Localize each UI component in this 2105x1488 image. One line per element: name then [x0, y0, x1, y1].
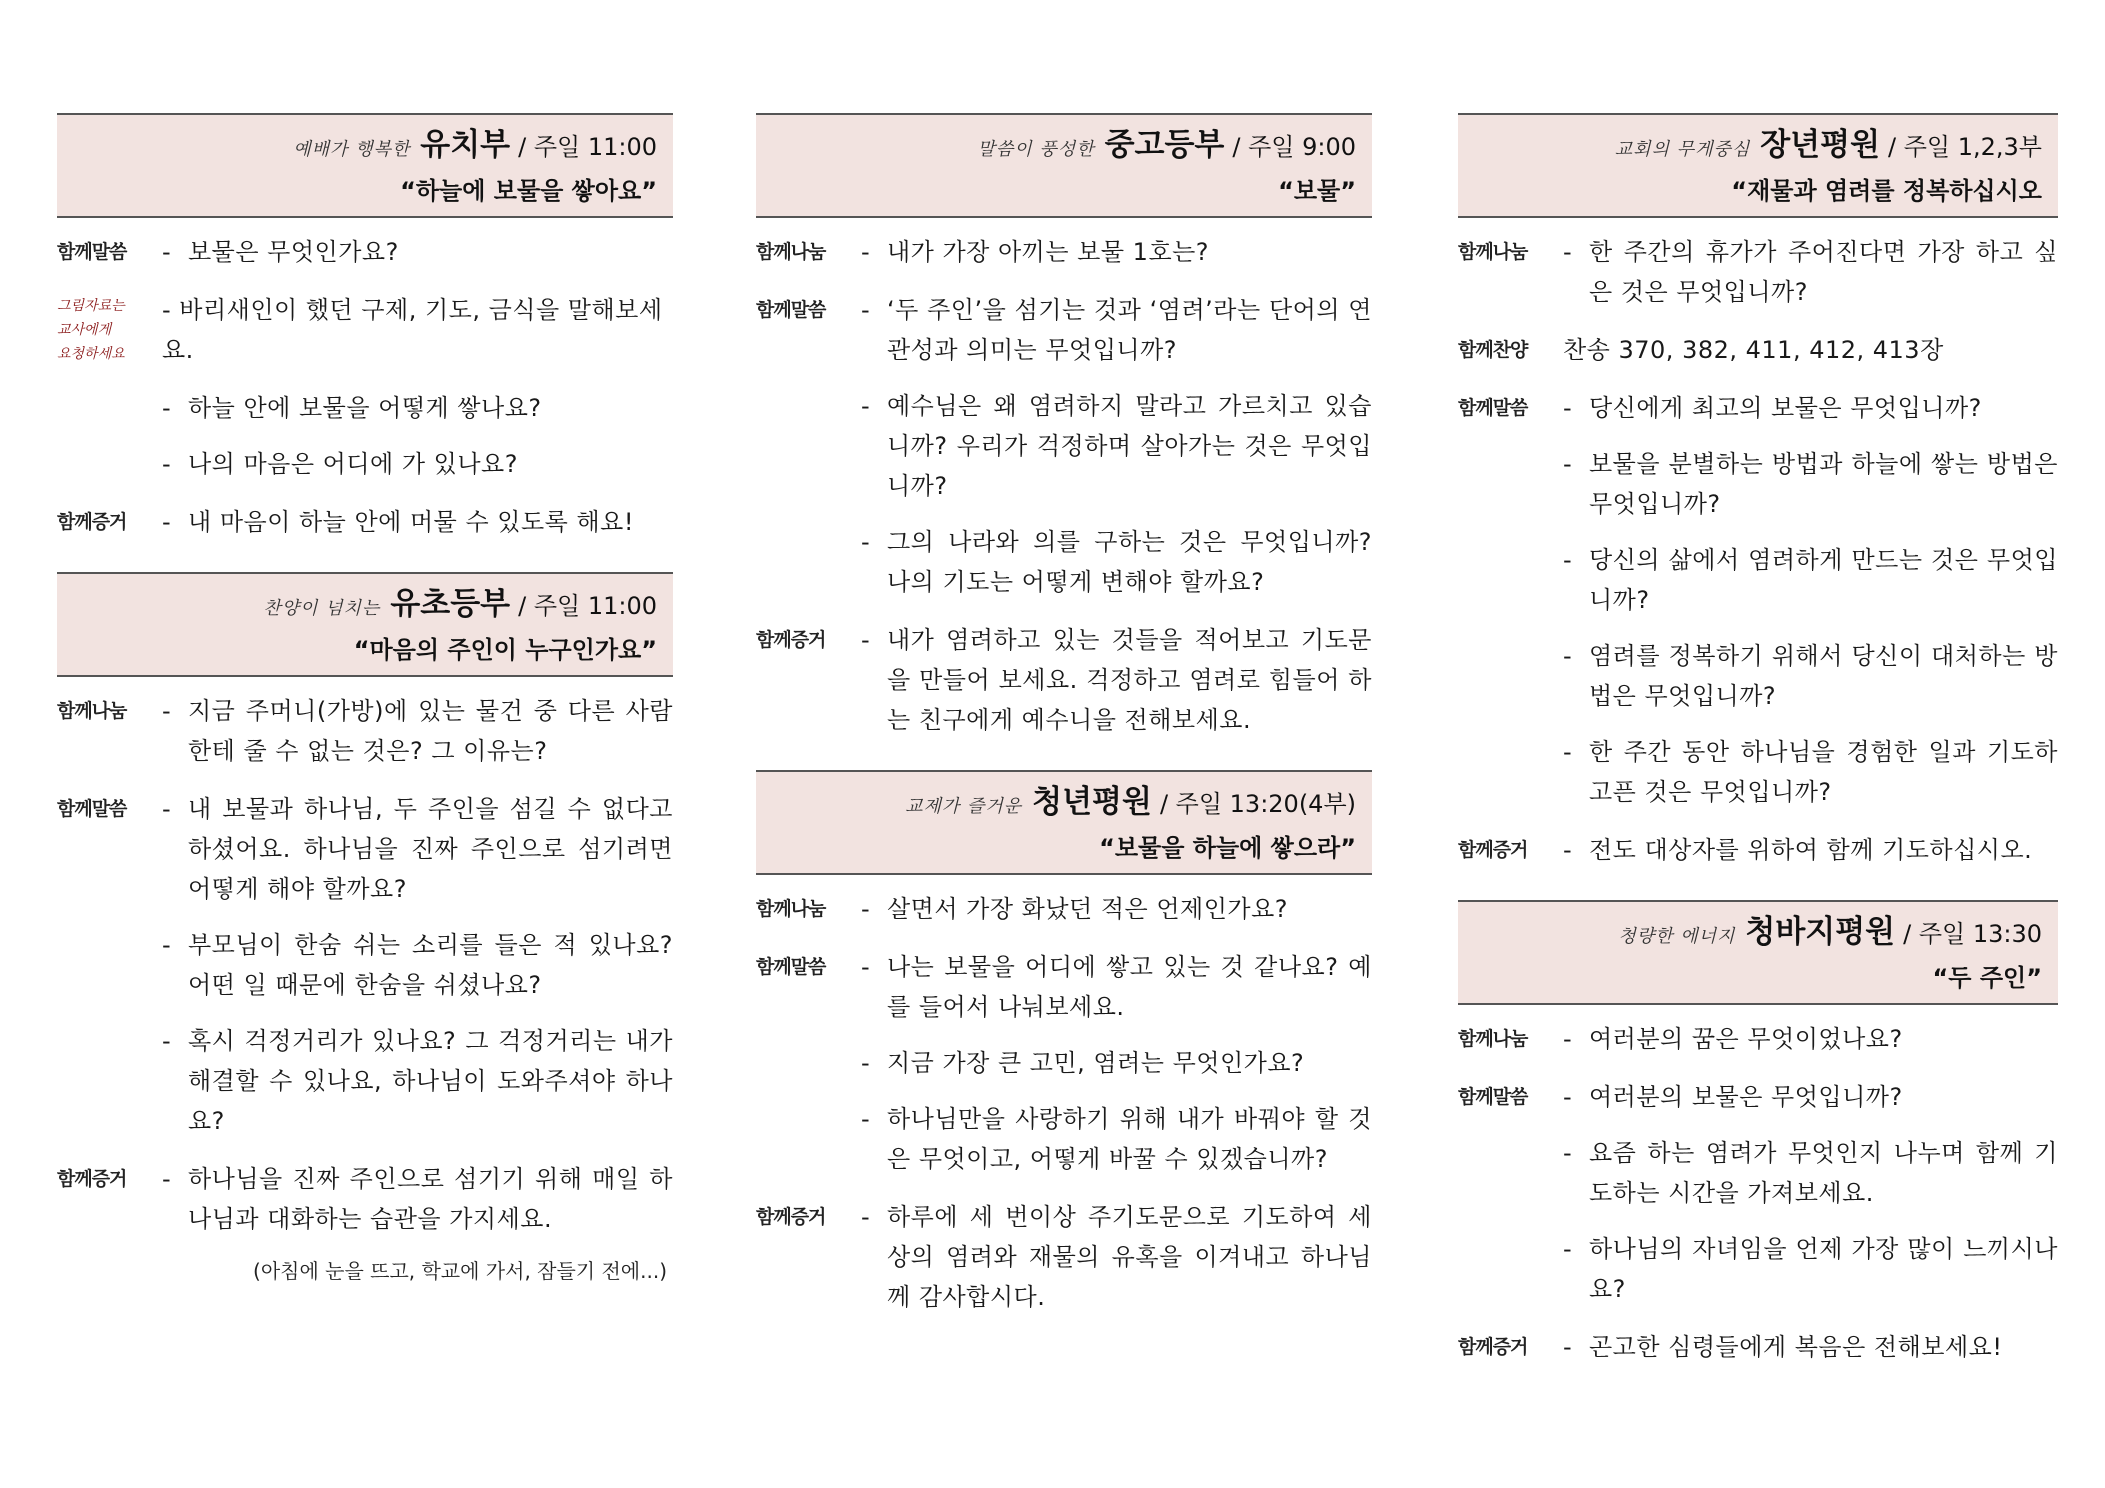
- question-item: [1563, 1327, 2058, 1367]
- activity-label-cell: [57, 502, 162, 542]
- dept-name: 유치부: [420, 127, 511, 163]
- question-item: [861, 1099, 1372, 1179]
- activity-label: 함께찬양: [1458, 339, 1528, 361]
- question-item: [1563, 232, 2058, 312]
- dept-section: [1458, 113, 2058, 870]
- question-item: [861, 947, 1372, 1027]
- dash-bullet: -: [1563, 1139, 1573, 1167]
- question-item: [861, 232, 1372, 272]
- question-text: 한 주간 동안 하나님을 경험한 일과 기도하고픈 것은 무엇입니까?: [1589, 738, 2058, 806]
- dept-tagline: 말씀이 풍성한: [977, 139, 1095, 160]
- activity-label: 함께증거: [756, 629, 826, 651]
- dash-bullet: -: [162, 450, 172, 478]
- question-text: 혹시 걱정거리가 있나요? 그 걱정거리는 내가 해결할 수 있나요, 하나님이 도와주셔야 하나요?: [188, 1027, 673, 1135]
- activity-row: [57, 290, 673, 370]
- activity-label-cell: [1458, 1327, 1563, 1367]
- activity-items: [1563, 330, 2058, 370]
- activity-row: [57, 1159, 673, 1287]
- material-note: [57, 294, 162, 366]
- material-note-line: 교사에게: [57, 322, 112, 338]
- activity-row: [1458, 1019, 2058, 1059]
- activity-row: [57, 232, 673, 272]
- question-text: 곤고한 심령들에게 복음은 전해보세요!: [1589, 1333, 2003, 1361]
- activity-label: 함께나눔: [756, 898, 826, 920]
- service-time: / 주일 1,2,3부: [1888, 133, 2042, 161]
- activity-items: [1563, 1077, 2058, 1309]
- question-item: [1563, 444, 2058, 524]
- dash-bullet: -: [162, 931, 172, 959]
- question-text: 하나님의 자녀임을 언제 가장 많이 느끼시나요?: [1589, 1235, 2058, 1303]
- activity-items: [162, 290, 673, 370]
- section-header: [57, 572, 673, 677]
- header-title-line: [73, 123, 657, 172]
- activity-row: [1458, 830, 2058, 870]
- activity-label: 함께증거: [1458, 1336, 1528, 1358]
- question-text: 여러분의 보물은 무엇입니까?: [1589, 1083, 1903, 1111]
- dash-bullet: -: [861, 1105, 871, 1133]
- question-text: 당신의 삶에서 염려하게 만드는 것은 무엇입니까?: [1589, 546, 2058, 614]
- question-text: 부모님이 한숨 쉬는 소리를 들은 적 있나요? 어떤 일 때문에 한숨을 쉬셨나요?: [188, 931, 673, 999]
- question-item: [162, 1159, 673, 1239]
- question-text: 그의 나라와 의를 구하는 것은 무엇입니까? 나의 기도는 어떻게 변해야 할까요?: [887, 528, 1372, 596]
- activity-label-cell: [1458, 830, 1563, 870]
- dash-bullet: -: [162, 508, 172, 536]
- activity-label-cell: [1458, 232, 1563, 272]
- question-text: 보물을 분별하는 방법과 하늘에 쌓는 방법은 무엇입니까?: [1589, 450, 2058, 518]
- question-item: [1563, 636, 2058, 716]
- question-text: 내 보물과 하나님, 두 주인을 섬길 수 없다고 하셨어요. 하나님을 진짜 주인으로 섬기려면 어떻게 해야 할까요?: [188, 795, 673, 903]
- activity-row: [756, 947, 1372, 1179]
- header-title-line: [772, 780, 1356, 829]
- dash-bullet: -: [1563, 836, 1573, 864]
- activity-label: 함께증거: [57, 1168, 127, 1190]
- activity-row: [1458, 1077, 2058, 1309]
- section-body: [57, 218, 673, 542]
- dash-bullet: -: [1563, 238, 1573, 266]
- activity-label: 함께증거: [1458, 839, 1528, 861]
- dash-bullet: -: [1563, 450, 1573, 478]
- column-left: [57, 113, 673, 1317]
- activity-label-cell: [756, 290, 861, 330]
- question-text: ‘두 주인’을 섬기는 것과 ‘염려’라는 단어의 연관성과 의미는 무엇입니까?: [887, 296, 1372, 364]
- question-text: 나는 보물을 어디에 쌓고 있는 것 같나요? 예를 들어서 나눠보세요.: [887, 953, 1372, 1021]
- service-time: / 주일 13:30: [1903, 920, 2042, 948]
- activity-label-cell: [57, 691, 162, 731]
- question-text: 요즘 하는 염려가 무엇인지 나누며 함께 기도하는 시간을 가져보세요.: [1589, 1139, 2058, 1207]
- question-item: [162, 691, 673, 771]
- activity-label: 함께말씀: [57, 241, 127, 263]
- dash-bullet: -: [1563, 546, 1573, 574]
- activity-items: [861, 290, 1372, 602]
- question-text: 염려를 정복하기 위해서 당신이 대처하는 방법은 무엇입니까?: [1589, 642, 2058, 710]
- activity-label-cell: [756, 232, 861, 272]
- dept-section: [756, 113, 1372, 740]
- dash-bullet: -: [162, 1027, 172, 1055]
- activity-items: [1563, 232, 2058, 312]
- activity-subnote: (아침에 눈을 뜨고, 학교에 가서, 잠들기 전에...): [253, 1259, 667, 1283]
- dash-bullet: -: [1563, 642, 1573, 670]
- header-title-line: [772, 123, 1356, 172]
- activity-items: [162, 691, 673, 771]
- activity-row: [756, 1197, 1372, 1317]
- header-title-line: [1474, 910, 2042, 959]
- activity-text: - 바리새인이 했던 구제, 기도, 금식을 말해보세요.: [162, 296, 663, 364]
- dash-bullet: -: [861, 1203, 871, 1231]
- activity-items: [1563, 1327, 2058, 1367]
- question-item: [861, 522, 1372, 602]
- dash-bullet: -: [861, 953, 871, 981]
- question-text: 전도 대상자를 위하여 함께 기도하십시오.: [1589, 836, 2033, 864]
- question-item: [162, 1021, 673, 1141]
- activity-items: [162, 789, 673, 1141]
- activity-row: [1458, 1327, 2058, 1367]
- question-item: [1563, 1019, 2058, 1059]
- activity-label-cell: [756, 889, 861, 929]
- question-item: [861, 889, 1372, 929]
- dept-name: 유초등부: [390, 586, 511, 622]
- question-item: [1563, 830, 2058, 870]
- material-note-line: 그림자료는: [57, 298, 125, 314]
- section-header: [1458, 113, 2058, 218]
- dept-tagline: 찬양이 넘치는: [263, 598, 381, 619]
- question-item: [162, 502, 673, 542]
- question-text: 보물은 무엇인가요?: [188, 238, 399, 266]
- question-item: [162, 232, 673, 272]
- dept-tagline: 예배가 행복한: [293, 139, 411, 160]
- sermon-theme: “보물을 하늘에 쌓으라”: [1099, 834, 1356, 862]
- dash-bullet: -: [162, 394, 172, 422]
- dept-tagline: 교회의 무게중심: [1614, 139, 1751, 160]
- activity-row: [1458, 330, 2058, 370]
- column-middle: [756, 113, 1372, 1347]
- activity-label: 함께말씀: [1458, 397, 1528, 419]
- question-item: [861, 1043, 1372, 1083]
- question-item: [162, 388, 673, 428]
- activity-label-cell: [57, 1159, 162, 1199]
- activity-row: [57, 789, 673, 1141]
- dash-bullet: -: [162, 1165, 172, 1193]
- dash-bullet: -: [1563, 1235, 1573, 1263]
- question-item: [861, 386, 1372, 506]
- dept-name: 중고등부: [1104, 127, 1225, 163]
- activity-items: [1563, 1019, 2058, 1059]
- activity-row: [57, 388, 673, 484]
- activity-items: [861, 1197, 1372, 1317]
- dept-section: [756, 770, 1372, 1317]
- dash-bullet: -: [861, 238, 871, 266]
- question-item: [1563, 732, 2058, 812]
- question-text: 내 마음이 하늘 안에 머물 수 있도록 해요!: [188, 508, 634, 536]
- material-note-line: 요청하세요: [57, 346, 125, 362]
- section-header: [57, 113, 673, 218]
- dash-bullet: -: [162, 238, 172, 266]
- activity-text: 찬송 370, 382, 411, 412, 413장: [1563, 336, 1944, 364]
- activity-label-cell: [57, 232, 162, 272]
- activity-label-cell: [1458, 1077, 1563, 1117]
- question-text: 나의 마음은 어디에 가 있나요?: [188, 450, 518, 478]
- activity-label: 함께증거: [57, 511, 127, 533]
- header-title-line: [1474, 123, 2042, 172]
- section-body: [57, 677, 673, 1287]
- dash-bullet: -: [861, 626, 871, 654]
- section-body: [756, 218, 1372, 740]
- activity-label-cell: [57, 290, 162, 366]
- question-item: [1563, 1077, 2058, 1117]
- dash-bullet: -: [162, 795, 172, 823]
- activity-row: [1458, 388, 2058, 812]
- question-text: 내가 가장 아끼는 보물 1호는?: [887, 238, 1210, 266]
- question-text: 하루에 세 번이상 주기도문으로 기도하여 세상의 염려와 재물의 유혹을 이겨내고 하나님께 감사합시다.: [887, 1203, 1372, 1311]
- dash-bullet: -: [861, 528, 871, 556]
- activity-row: [756, 620, 1372, 740]
- dash-bullet: -: [861, 895, 871, 923]
- section-body: [1458, 1005, 2058, 1367]
- question-item: [1563, 1133, 2058, 1213]
- activity-label: 함께말씀: [1458, 1086, 1528, 1108]
- activity-label: 함께나눔: [57, 700, 127, 722]
- dash-bullet: -: [162, 697, 172, 725]
- sermon-theme: “재물과 염려를 정복하십시오: [1731, 177, 2042, 205]
- activity-label-cell: [57, 789, 162, 829]
- question-item: [162, 444, 673, 484]
- section-header: [1458, 900, 2058, 1005]
- header-title-line: [73, 582, 657, 631]
- question-item: [861, 1197, 1372, 1317]
- question-text: 하나님을 진짜 주인으로 섬기기 위해 매일 하나님과 대화하는 습관을 가지세요.: [188, 1165, 673, 1233]
- activity-label: 함께나눔: [1458, 1028, 1528, 1050]
- question-item: [1563, 388, 2058, 428]
- dash-bullet: -: [1563, 394, 1573, 422]
- dash-bullet: -: [1563, 1083, 1573, 1111]
- dash-bullet: -: [1563, 1333, 1573, 1361]
- dash-bullet: -: [861, 296, 871, 324]
- section-body: [1458, 218, 2058, 870]
- service-time: / 주일 13:20(4부): [1159, 790, 1356, 818]
- question-item: [162, 925, 673, 1005]
- section-header: [756, 113, 1372, 218]
- activity-items: [861, 889, 1372, 929]
- dash-bullet: -: [861, 392, 871, 420]
- question-text: 지금 주머니(가방)에 있는 물건 중 다른 사람한테 줄 수 없는 것은? 그 이유는?: [188, 697, 673, 765]
- activity-label: 함께말씀: [756, 299, 826, 321]
- section-body: [756, 875, 1372, 1317]
- question-item: [1563, 540, 2058, 620]
- activity-items: [162, 388, 673, 484]
- question-text: 예수님은 왜 염려하지 말라고 가르치고 있습니까? 우리가 걱정하며 살아가는 것은 무엇입니까?: [887, 392, 1372, 500]
- activity-row: [57, 691, 673, 771]
- dash-bullet: -: [1563, 1025, 1573, 1053]
- sermon-theme: “보물”: [1278, 177, 1356, 205]
- dept-tagline: 청량한 에너지: [1618, 926, 1736, 947]
- question-text: 당신에게 최고의 보물은 무엇입니까?: [1589, 394, 1982, 422]
- dept-section: [1458, 900, 2058, 1367]
- sermon-theme: “하늘에 보물을 쌓아요”: [400, 177, 657, 205]
- sermon-theme: “두 주인”: [1932, 964, 2042, 992]
- activity-label-cell: [1458, 388, 1563, 428]
- question-text: 한 주간의 휴가가 주어진다면 가장 하고 싶은 것은 무엇입니까?: [1589, 238, 2058, 306]
- activity-items: [861, 232, 1372, 272]
- question-text: 내가 염려하고 있는 것들을 적어보고 기도문을 만들어 보세요. 걱정하고 염려로 힘들어 하는 친구에게 예수니을 전해보세요.: [887, 626, 1372, 734]
- question-text: 하늘 안에 보물을 어떻게 쌓나요?: [188, 394, 542, 422]
- dash-bullet: -: [1563, 738, 1573, 766]
- activity-items: [861, 620, 1372, 740]
- activity-label: 함께나눔: [1458, 241, 1528, 263]
- question-text: 여러분의 꿈은 무엇이었나요?: [1589, 1025, 1903, 1053]
- activity-row: [57, 502, 673, 542]
- activity-label-cell: [1458, 1019, 1563, 1059]
- activity-label: 함께말씀: [57, 798, 127, 820]
- activity-items: [162, 1159, 673, 1287]
- question-text: 살면서 가장 화났던 적은 언제인가요?: [887, 895, 1289, 923]
- activity-items: [162, 502, 673, 542]
- question-text: 지금 가장 큰 고민, 염려는 무엇인가요?: [887, 1049, 1305, 1077]
- question-item: [861, 620, 1372, 740]
- dept-name: 장년평원: [1760, 127, 1881, 163]
- sermon-theme: “마음의 주인이 누구인가요”: [353, 636, 657, 664]
- activity-label: 함께나눔: [756, 241, 826, 263]
- question-item: [162, 789, 673, 909]
- dash-bullet: -: [861, 1049, 871, 1077]
- question-text: 하나님만을 사랑하기 위해 내가 바꿔야 할 것은 무엇이고, 어떻게 바꿀 수 있겠습니까?: [887, 1105, 1372, 1173]
- activity-label: 함께말씀: [756, 956, 826, 978]
- service-time: / 주일 11:00: [518, 592, 657, 620]
- activity-items: [162, 232, 673, 272]
- activity-items: [1563, 830, 2058, 870]
- dept-name: 청바지평원: [1745, 914, 1896, 950]
- dept-tagline: 교제가 즐거운: [905, 796, 1023, 817]
- column-right: [1458, 113, 2058, 1397]
- service-time: / 주일 11:00: [518, 133, 657, 161]
- activity-label-cell: [756, 620, 861, 660]
- activity-label-cell: [756, 1197, 861, 1237]
- dept-section: [57, 113, 673, 542]
- question-item: [861, 290, 1372, 370]
- activity-row: [1458, 232, 2058, 312]
- question-item: [1563, 1229, 2058, 1309]
- activity-row: [756, 290, 1372, 602]
- service-time: / 주일 9:00: [1232, 133, 1356, 161]
- activity-row: [756, 232, 1372, 272]
- activity-label-cell: [1458, 330, 1563, 370]
- activity-row: [756, 889, 1372, 929]
- section-header: [756, 770, 1372, 875]
- dept-name: 청년평원: [1032, 784, 1152, 820]
- activity-items: [1563, 388, 2058, 812]
- activity-label: 함께증거: [756, 1206, 826, 1228]
- activity-items: [861, 947, 1372, 1179]
- activity-label-cell: [756, 947, 861, 987]
- dept-section: [57, 572, 673, 1287]
